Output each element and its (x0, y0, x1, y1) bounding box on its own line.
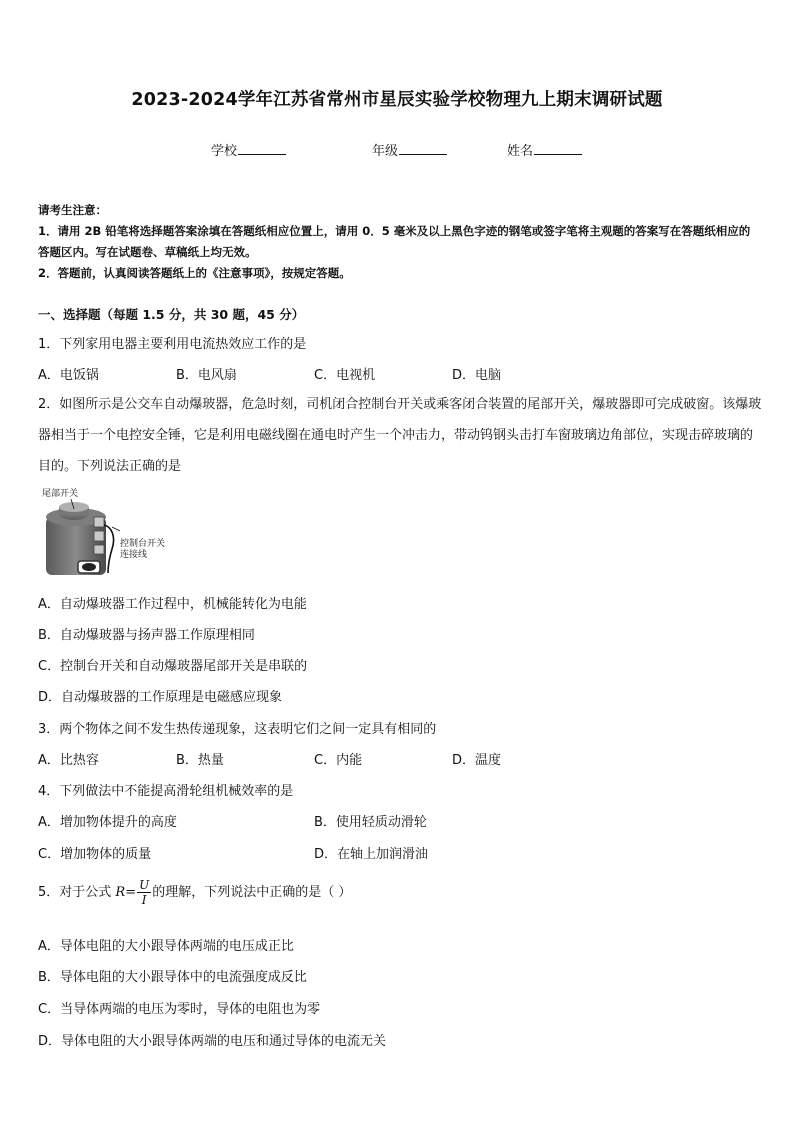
q3-stem: 3．两个物体之间不发生热传递现象，这表明它们之间一定具有相同的 (38, 722, 437, 737)
q5-option-d: D．导体电阻的大小跟导体两端的电压和通过导体的电流无关 (38, 1034, 387, 1049)
q2-stem: 2．如图所示是公交车自动爆玻器，危急时刻，司机闭合控制台开关或乘客闭合装置的尾部开关，爆玻器即可完成破窗。该爆玻器相当于一个电控安全锤，它是利用电磁线圈在通电时产生一个冲击力，带动钨钢头击打车窗玻璃边角部位，实现击碎玻璃的目的。下列说法正确的是 (38, 397, 762, 474)
q1-option-d: D．电脑 (452, 368, 502, 383)
q1-option-b: B．电风扇 (176, 368, 237, 383)
notice-heading: 请考生注意： (38, 203, 107, 217)
q5-formula-lhs: R= (115, 885, 137, 900)
school-field (211, 140, 286, 159)
q3-option-a: A．比热容 (38, 753, 99, 768)
q5-stem-suffix: 的理解，下列说法中正确的是（ ） (152, 885, 352, 900)
q1-option-a: A．电饭锅 (38, 368, 99, 383)
q5-stem-prefix: 5．对于公式 (38, 885, 116, 900)
q2-figure-breaker (38, 487, 178, 579)
school-label: 学校 (211, 144, 238, 159)
q1-option-c: C．电视机 (314, 368, 376, 383)
q3-option-c: C．内能 (314, 753, 363, 768)
q4-option-d: D．在轴上加润滑油 (314, 847, 429, 862)
section-heading: 一、选择题（每题 1.5 分，共 30 题，45 分） (38, 307, 305, 322)
grade-blank (399, 142, 447, 155)
q5-formula-denominator: I (141, 893, 147, 907)
q1-stem: 1．下列家用电器主要利用电流热效应工作的是 (38, 337, 307, 352)
q4-option-b: B．使用轻质动滑轮 (314, 815, 427, 830)
name-field (507, 140, 582, 159)
q5-formula-fraction (137, 878, 151, 907)
q5-option-c: C．当导体两端的电压为零时，导体的电阻也为零 (38, 1002, 321, 1017)
page-title: 2023-2024学年江苏省常州市星辰实验学校物理九上期末调研试题 (131, 90, 663, 110)
q2-option-c: C．控制台开关和自动爆玻器尾部开关是串联的 (38, 659, 308, 674)
q4-option-c: C．增加物体的质量 (38, 847, 152, 862)
q3-option-b: B．热量 (176, 753, 224, 768)
q2-option-d: D．自动爆玻器的工作原理是电磁感应现象 (38, 690, 283, 705)
grade-field (372, 140, 447, 159)
school-blank (238, 142, 286, 155)
name-label: 姓名 (507, 144, 534, 159)
q2-option-a: A．自动爆玻器工作过程中，机械能转化为电能 (38, 597, 307, 612)
notice-item-1: 1．请用 2B 铅笔将选择题答案涂填在答题纸相应位置上，请用 0．5 毫米及以上黑色字迹的钢笔或签字笔将主观题的答案写在答题纸相应的答题区内。写在试题卷、草稿纸上均无效。 (38, 224, 751, 259)
q4-stem: 4．下列做法中不能提高滑轮组机械效率的是 (38, 784, 294, 799)
name-blank (534, 142, 582, 155)
window-breaker-illustration (38, 487, 178, 579)
q5-option-b: B．导体电阻的大小跟导体中的电流强度成反比 (38, 970, 307, 985)
q5-formula-numerator: U (139, 878, 150, 892)
q2-option-b: B．自动爆玻器与扬声器工作原理相同 (38, 628, 255, 643)
q4-option-a: A．增加物体提升的高度 (38, 815, 177, 830)
notice-item-2: 2．答题前，认真阅读答题纸上的《注意事项》，按规定答题。 (38, 266, 351, 280)
q3-option-d: D．温度 (452, 753, 502, 768)
label-tail-switch: 尾部开关 (42, 489, 79, 499)
grade-label: 年级 (372, 144, 399, 159)
label-console-switch: 控制台开关 (120, 539, 166, 549)
q5-stem (38, 878, 351, 907)
q5-option-a: A．导体电阻的大小跟导体两端的电压成正比 (38, 939, 294, 954)
label-connection-wire: 连接线 (120, 550, 148, 560)
